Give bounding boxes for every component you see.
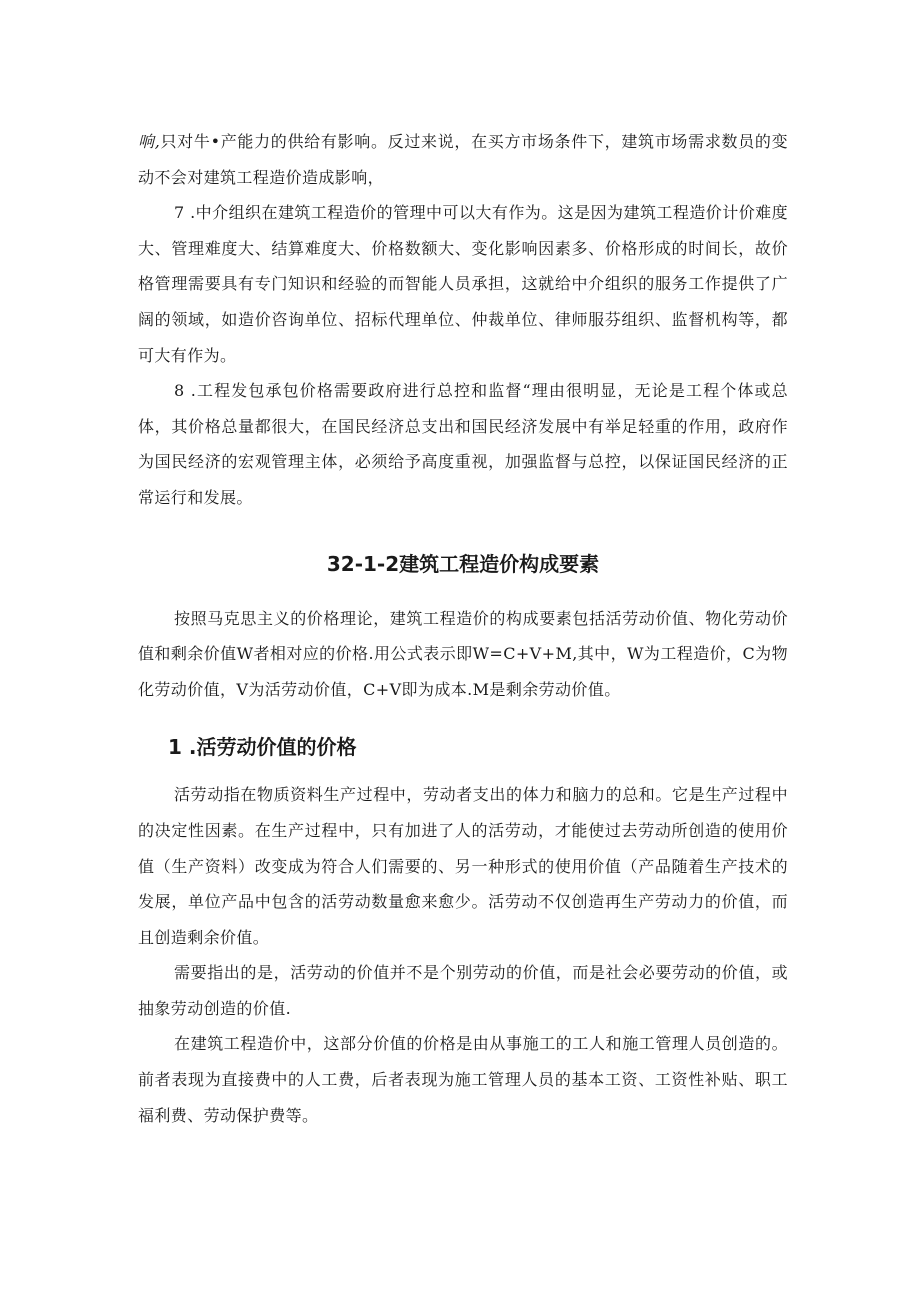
paragraph-lead-fragment: 响, (138, 132, 161, 151)
paragraph-item-8: 8 .工程发包承包价格需要政府进行总控和监督“理由很明显，无论是工程个体或总体，其价格总量都很大，在国民经济总支出和国民经济发展中有举足轻重的作用，政府作为国民经济的宏观管理主体，必须给予高度重视，加强监督与总控，以保证国民经济的正常运行和发展。 (138, 381, 788, 507)
subsection-heading: 1 .活劳动价值的价格 (168, 735, 357, 760)
subsection-paragraph-1: 活劳动指在物质资料生产过程中，劳动者支出的体力和脑力的总和。它是生产过程中的决定性因素。在生产过程中，只有加进了人的活劳动，才能使过去劳动所创造的使用价值（生产资料）改变成为符合人们需要的、另一种形式的使用价值（产品随着生产技术的发展，单位产品中包含的活劳动数量愈来愈少。活劳动不仅创造再生产劳动力的价值，而且创造剩余价值。 (138, 785, 788, 947)
paragraph-text: 只对牛•产能力的供给有影响。反过来说，在买方市场条件下，建筑市场需求数员的变动不会对建筑工程造价造成影响， (138, 132, 789, 187)
section-intro-paragraph: 按照马克思主义的价格理论，建筑工程造价的构成要素包括活劳动价值、物化劳动价值和剩余价值W者相对应的价格.用公式表示即W=C+V+M,其中，W为工程造价，C为物化劳动价值，V为活劳动价值，C+V即为成本.M是剩余劳动价值。 (138, 608, 788, 699)
document-page (138, 124, 788, 1133)
subsection-paragraph-2: 需要指出的是，活劳动的价值并不是个别劳动的价值，而是社会必要劳动的价值，或抽象劳动创造的价值. (138, 963, 788, 1018)
subsection-paragraph-3: 在建筑工程造价中，这部分价值的价格是由从事施工的工人和施工管理人员创造的。前者表现为直接费中的人工费，后者表现为施工管理人员的基本工资、工资性补贴、职工福利费、劳动保护费等。 (138, 1034, 788, 1125)
paragraph-item-7: 7 .中介组织在建筑工程造价的管理中可以大有作为。这是因为建筑工程造价计价难度大、管理难度大、结算难度大、价格数额大、变化影响因素多、价格形成的时间长，故价格管理需要具有专门知识和经验的而智能人员承担，这就给中介组织的服务工作提供了广阔的领域，如造价咨询单位、招标代理单位、仲裁单位、律师服芬组织、监督机构等，都可大有作为。 (138, 203, 788, 365)
paragraph-continued (138, 124, 788, 195)
section-heading: 32-1-2建筑工程造价构成要素 (326, 551, 600, 576)
